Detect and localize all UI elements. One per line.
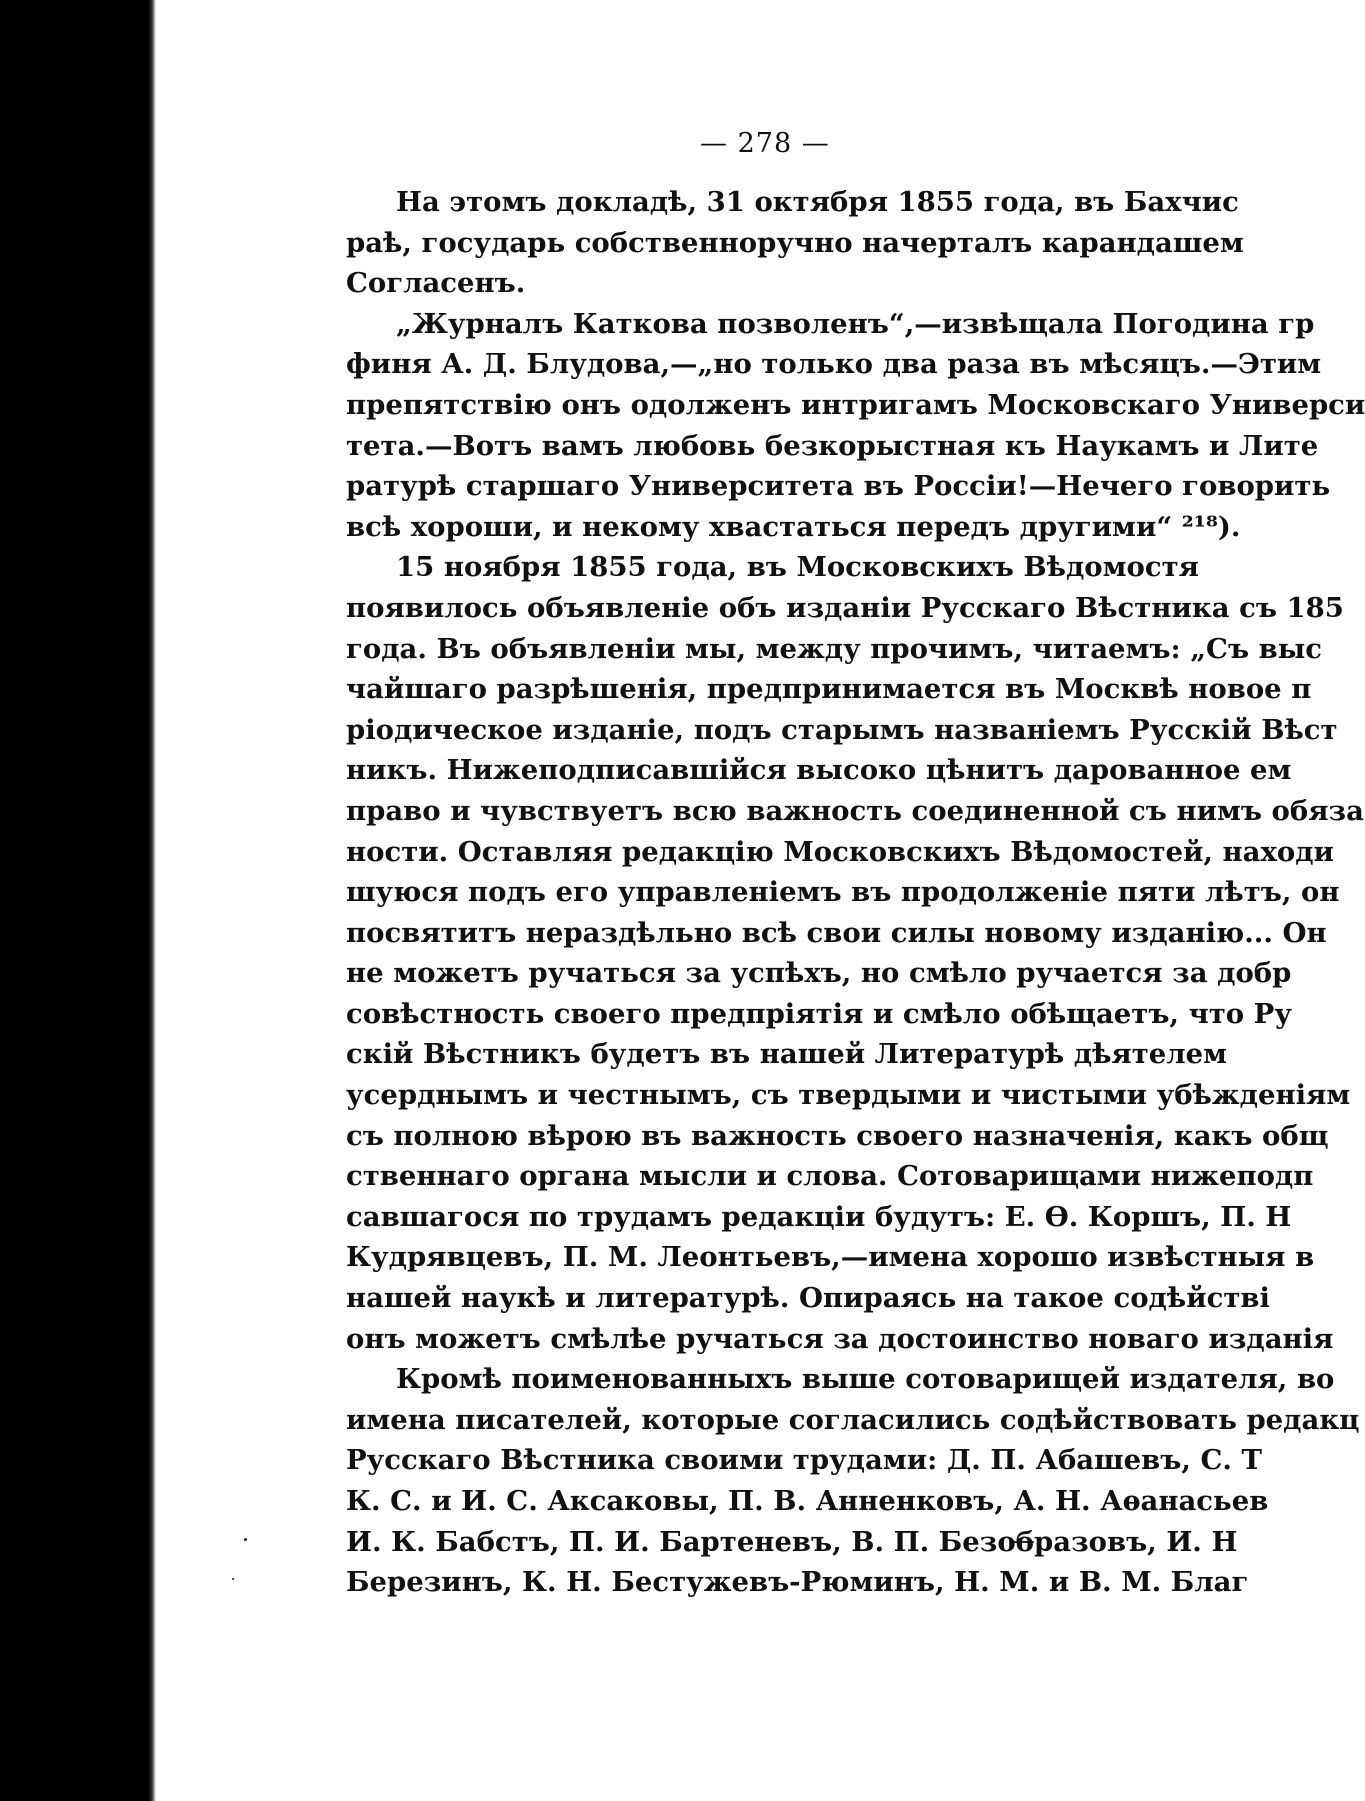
text-line: право и чувствуетъ всю важность соединенной съ нимъ обяза xyxy=(346,794,1364,827)
text-line: препятствію онъ одолженъ интригамъ Московскаго Универси xyxy=(346,388,1365,421)
text-line: усерднымъ и честнымъ, съ твердыми и чистыми убѣжденіям xyxy=(346,1079,1351,1112)
text-line: ности. Оставляя редакцію Московскихъ Вѣдомостей, находи xyxy=(346,835,1334,868)
text-line: савшагося по трудамъ редакціи будутъ: Е. Ѳ. Коршъ, П. Н xyxy=(346,1200,1292,1233)
text-line: шуюся подъ его управленіемъ въ продолженіе пяти лѣтъ, он xyxy=(346,876,1340,909)
text-line: ственнаго органа мысли и слова. Сотоварищами нижеподп xyxy=(346,1160,1314,1193)
text-line: ратурѣ старшаго Университета въ Россіи!—Нечего говорить xyxy=(346,470,1331,503)
text-line: не можетъ ручаться за успѣхъ, но смѣло ручается за добр xyxy=(346,957,1292,990)
text-line: На этомъ докладѣ, 31 октября 1855 года, въ Бахчис xyxy=(396,186,1239,218)
text-line: Березинъ, К. Н. Бестужевъ-Рюминъ, Н. М. и В. М. Благ xyxy=(346,1566,1249,1599)
text-line: Русскаго Вѣстника своими трудами: Д. П. Абашевъ, С. Т xyxy=(346,1444,1263,1477)
text-line: имена писателей, которые согласились содѣйствовать редакц xyxy=(346,1403,1360,1436)
text-line: раѣ, государь собственноручно начерталъ карандашем xyxy=(346,226,1244,259)
text-line: никъ. Нижеподписавшійся высоко цѣнитъ дарованное ем xyxy=(346,754,1292,787)
text-line: появилось объявленіе объ изданіи Русскаго Вѣстника съ 185 xyxy=(346,591,1344,624)
text-line: Согласенъ. xyxy=(346,267,526,300)
text-line: съ полною вѣрою въ важность своего назначенія, какъ общ xyxy=(346,1119,1329,1152)
text-line: тета.—Вотъ вамъ любовь безкорыстная къ Наукамъ и Лите xyxy=(346,429,1319,462)
speck xyxy=(232,1578,234,1580)
text-line: всѣ хороши, и некому хвастаться передъ другими“ ²¹⁸). xyxy=(346,510,1241,543)
text-line: „Журналъ Каткова позволенъ“,—извѣщала Погодина гр xyxy=(396,307,1315,340)
text-line: посвятитъ нераздѣльно всѣ свои силы новому изданію... Он xyxy=(346,916,1327,949)
book-binding-shadow xyxy=(0,0,150,1801)
text-line: К. С. и И. С. Аксаковы, П. В. Анненковъ, А. Н. Аѳанасьев xyxy=(346,1485,1269,1517)
text-line: Кромѣ поименованныхъ выше сотоварищей издателя, во xyxy=(396,1363,1335,1396)
text-line: скій Вѣстникъ будетъ въ нашей Литературѣ дѣятелем xyxy=(346,1038,1228,1071)
text-line: И. К. Бабстъ, П. И. Бартеневъ, В. П. Безобразовъ, И. Н xyxy=(346,1525,1238,1558)
text-line: года. Въ объявленіи мы, между прочимъ, читаемъ: „Съ выс xyxy=(346,632,1323,665)
text-line: 15 ноября 1855 года, въ Московскихъ Вѣдомостя xyxy=(396,551,1199,584)
text-line: нашей наукѣ и литературѣ. Опираясь на такое содѣйстві xyxy=(346,1282,1270,1315)
text-line: чайшаго разрѣшенія, предпринимается въ Москвѣ новое п xyxy=(346,673,1312,706)
page-number: — 278 — xyxy=(700,128,830,159)
speck xyxy=(244,1538,247,1541)
body-text xyxy=(346,182,1365,1603)
text-line: онъ можетъ смѣлѣе ручаться за достоинство новаго изданія xyxy=(346,1322,1334,1355)
text-line: совѣстность своего предпріятія и смѣло обѣщаетъ, что Ру xyxy=(346,997,1292,1030)
text-line: ріодическое изданіе, подъ старымъ названіемъ Русскій Вѣст xyxy=(346,713,1338,746)
text-line: Кудрявцевъ, П. М. Леонтьевъ,—имена хорошо извѣстныя в xyxy=(346,1241,1315,1274)
text-line: финя А. Д. Блудова,—„но только два раза въ мѣсяцъ.—Этим xyxy=(346,348,1322,381)
